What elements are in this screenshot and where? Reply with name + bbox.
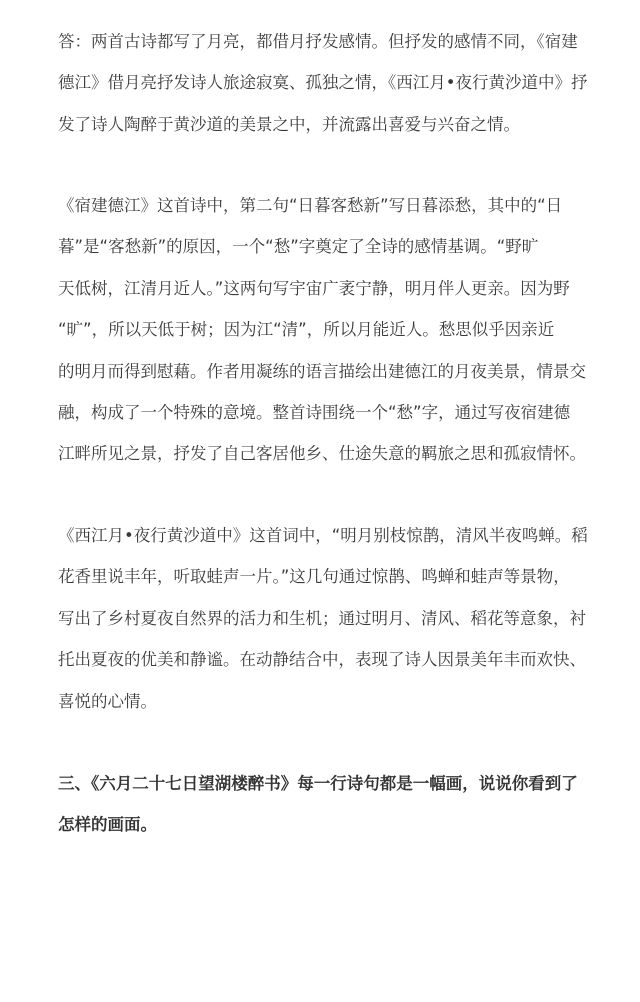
text-line: 写出了乡村夏夜自然界的活力和生机；通过明月、清风、稻花等意象，衬 xyxy=(58,608,586,628)
text-line: 天低树，江清月近人。”这两句写宇宙广袤宁静，明月伴人更亲。因为野 xyxy=(58,278,570,298)
question-three-heading xyxy=(58,763,622,846)
text-line: 托出夏夜的优美和静谧。在动静结合中，表现了诗人因景美年丰而欢快、 xyxy=(58,650,586,670)
text-line: 的明月而得到慰藉。作者用凝练的语言描绘出建德江的月夜美景，情景交 xyxy=(58,361,586,381)
analysis-paragraph-xijiangyue xyxy=(58,515,622,722)
text-line: 德江》借月亮抒发诗人旅途寂寞、孤独之情，《西江月•夜行黄沙道中》抒 xyxy=(58,73,588,93)
text-line: 怎样的画面。 xyxy=(58,815,157,835)
text-line: 《西江月•夜行黄沙道中》这首词中，“明月别枝惊鹊，清风半夜鸣蝉。稻 xyxy=(58,526,588,545)
text-line: 发了诗人陶醉于黄沙道的美景之中，并流露出喜爱与兴奋之情。 xyxy=(58,114,520,134)
text-line: 融，构成了一个特殊的意境。整首诗围绕一个“愁”字，通过写夜宿建德 xyxy=(58,402,571,422)
analysis-paragraph-suijiandejiang xyxy=(58,185,622,475)
text-line: 喜悦的心情。 xyxy=(58,691,157,711)
text-line: 江畔所见之景，抒发了自己客居他乡、仕途失意的羁旅之思和孤寂情怀。 xyxy=(58,444,586,464)
text-line: 答：两首古诗都写了月亮，都借月抒发感情。但抒发的感情不同，《宿建 xyxy=(58,32,578,51)
text-line: 花香里说丰年，听取蛙声一片。”这几句通过惊鹊、鸣蝉和蛙声等景物， xyxy=(58,567,570,587)
text-line: “旷”，所以天低于树；因为江“清”，所以月能近人。愁思似乎因亲近 xyxy=(58,320,555,340)
text-line: 《宿建德江》这首诗中，第二句“日暮客愁新”写日暮添愁，其中的“日 xyxy=(58,196,563,215)
answer-paragraph xyxy=(58,21,622,145)
text-line: 三、《六月二十七日望湖楼醉书》每一行诗句都是一幅画，说说你看到了 xyxy=(58,774,578,793)
text-line: 暮”是“客愁新”的原因，一个“愁”字奠定了全诗的感情基调。“野旷 xyxy=(58,237,539,257)
